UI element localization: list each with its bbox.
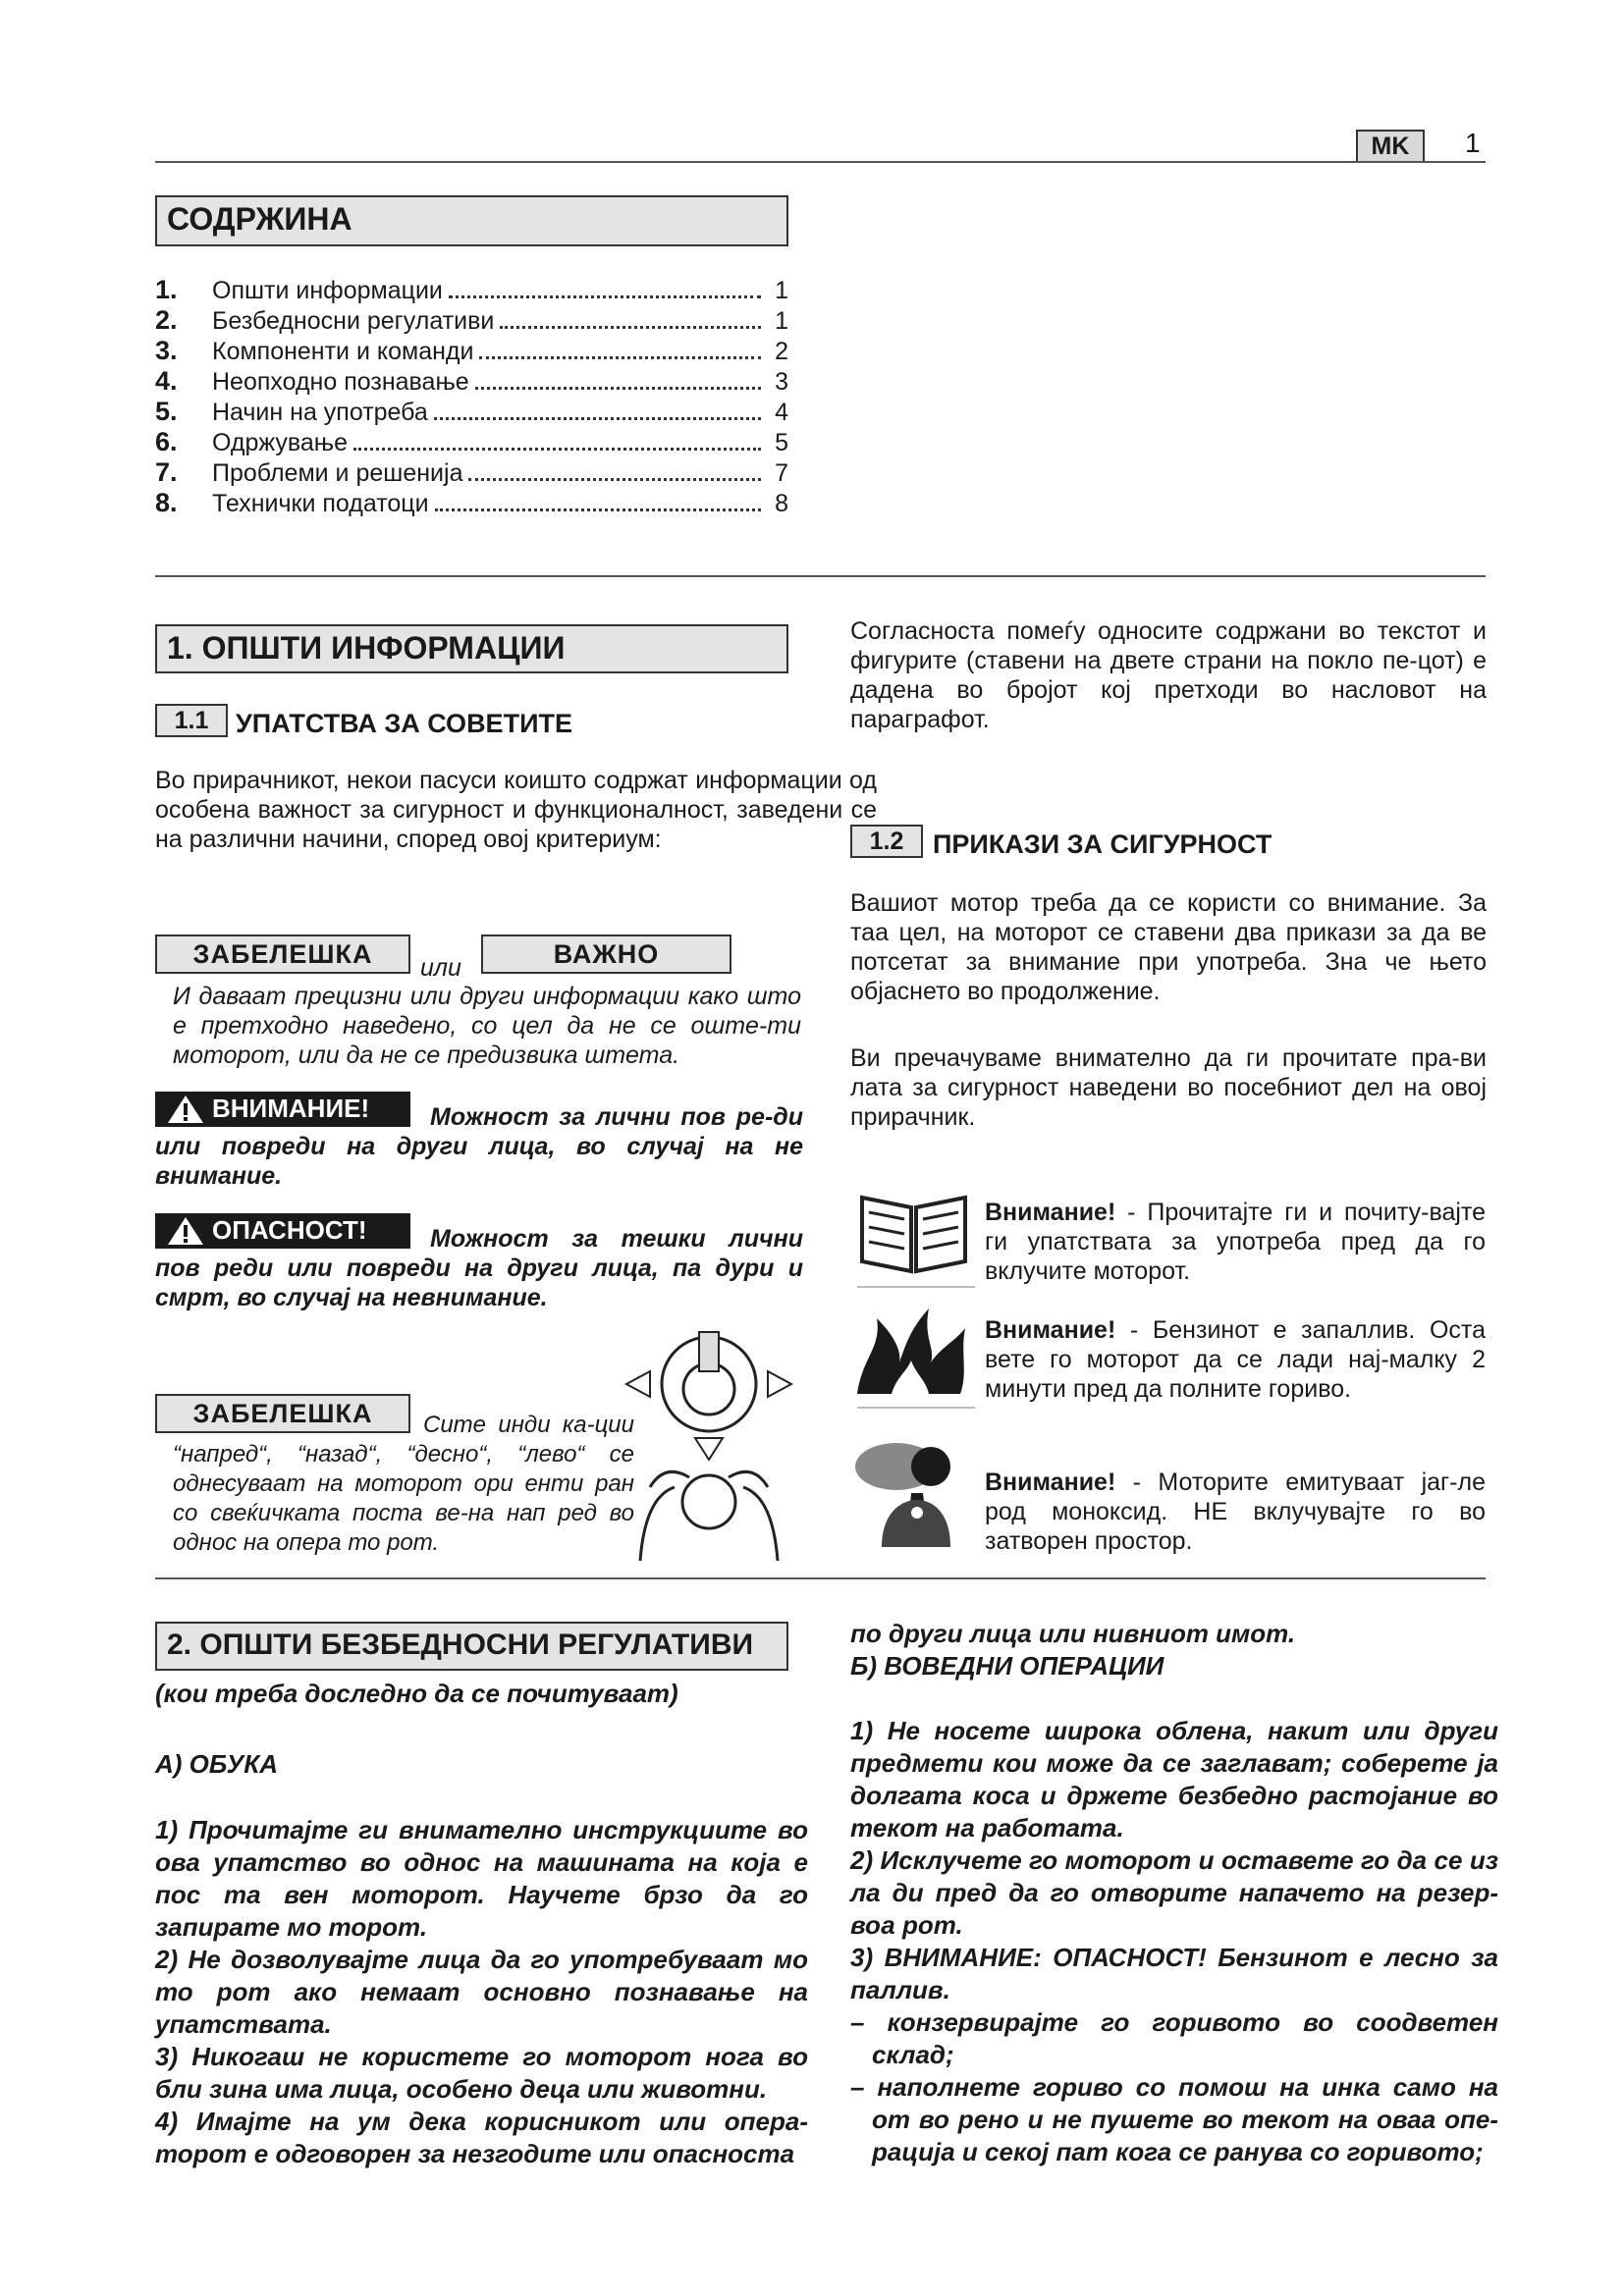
section1-heading: 1. ОПШТИ ИНФОРМАЦИИ xyxy=(155,624,788,673)
attention-label: ВНИМАНИЕ! xyxy=(155,1092,410,1127)
toc-item-number: 6. xyxy=(155,427,178,456)
section-b-item-3: 3) ВНИМАНИЕ: ОПАСНОСТ! Бензинот е лесно за паллив. xyxy=(850,1943,1498,2004)
toc-item-number: 4. xyxy=(155,366,178,396)
toc-item-title: Безбедносни регулативи xyxy=(212,307,495,335)
note2-description: Сите инди ка-ции “напред“, “назад“, “десно“, “лево“ се однесуваат на моторот ори енти ран со свеќичката поста ве-на нап ред во однос на опера то рот. xyxy=(173,1412,634,1556)
toc-item-leader xyxy=(500,326,761,329)
toc-item xyxy=(155,305,788,335)
flame-icon xyxy=(852,1304,970,1397)
s12-paragraph-2: Ви пречачуваме внимателно да ги прочитате пра-ви лата за сигурност наведени во посебниот дел на овој прирачник. xyxy=(850,1044,1487,1131)
toc-item xyxy=(155,457,788,487)
toc-item xyxy=(155,336,788,365)
toc-item-page: 5 xyxy=(775,429,788,456)
danger-label: ОПАСНОСТ! xyxy=(155,1213,410,1249)
section-b-title: Б) ВОВЕДНИ ОПЕРАЦИИ xyxy=(850,1651,1164,1681)
toc-item-number: 2. xyxy=(155,305,178,335)
toc-item-page: 3 xyxy=(775,368,788,396)
toc-item-leader xyxy=(468,478,761,481)
toc-item-leader xyxy=(475,387,761,390)
toc-item-page: 1 xyxy=(775,277,788,304)
toc-heading: СОДРЖИНА xyxy=(155,195,788,246)
right-top-text: Согласноста помеѓу односите содржани во текстот и фигурите (ставени на двете страни на покло пе-цот) е дадена во бројот кој претходи во насловот на параграфот. xyxy=(850,617,1487,733)
subsection-1-2-number: 1.2 xyxy=(850,825,923,858)
toc-item xyxy=(155,397,788,426)
note2-label: ЗАБЕЛЕШКА xyxy=(155,1394,410,1433)
section-b-bullet-2: – наполнете гориво со помош на инка само на от во рено и не пушете во текот на оваа опе-рација и секој пат кога се ранува со горивото; xyxy=(850,2072,1498,2166)
engine-orientation-illustration xyxy=(621,1330,797,1561)
warning-book-text: Внимание! - Прочитајте ги и почиту-вајте ги упатствата за употреба пред да го вклучите моторот. xyxy=(985,1199,1486,1285)
section-divider-bottom xyxy=(155,1577,1486,1579)
toc-item-page: 8 xyxy=(775,490,788,517)
section-a-continuation: по други лица или нивниот имот. xyxy=(850,1619,1296,1648)
header-rule xyxy=(155,161,1486,163)
s11-intro: Во прирачникот, некои пасуси коишто содржат информации од особена важност за сигурност и функционалност, заведени се на различни начини, според овој критериум: xyxy=(155,767,877,853)
section-a-item-2: 2) Не дозволувајте лица да го употребуваат мо то рот ако немаат основно познавање на упатствата. xyxy=(155,1945,808,2039)
important-label: ВАЖНО xyxy=(481,934,731,974)
danger-description: Можност за тешки лични пов реди или повреди на други лица, па дури и смрт, во случај на невнимание. xyxy=(155,1225,803,1311)
toc-item-page: 2 xyxy=(775,338,788,365)
toc-item-leader xyxy=(434,417,761,420)
attention-description: Можност за лични пов ре-ди или повреди на други лица, во случај на не внимание. xyxy=(155,1103,803,1190)
section-b-item-1: 1) Не носете широка облена, накит или други предмети кои може да се заглават; соберете ја долгата коса и држете безбедно растојание во текот на работата. xyxy=(850,1716,1498,1842)
toc-item-page: 1 xyxy=(775,307,788,335)
toc-item xyxy=(155,427,788,456)
section2-subtitle: (кои треба доследно да се почитуваат) xyxy=(155,1679,678,1708)
section-a-item-3: 3) Никогаш не користете го моторот нога во бли зина има лица, особено деца или животни. xyxy=(155,2042,808,2104)
toc-item-number: 5. xyxy=(155,397,178,426)
toc-item-title: Општи информации xyxy=(212,277,443,304)
section-b-item-2: 2) Исклучете го моторот и оставете го да се из ла ди пред да го отворите напачето на резер-воа рот. xyxy=(850,1845,1498,1940)
or-text: или xyxy=(420,954,461,982)
toc-item xyxy=(155,366,788,396)
book-icon xyxy=(857,1188,970,1276)
toc-item-title: Начин на употреба xyxy=(212,399,428,426)
page-number: 1 xyxy=(1465,128,1481,158)
warning-separator xyxy=(857,1407,975,1409)
toc-item-title: Технички податоци xyxy=(212,490,429,517)
language-badge: MK xyxy=(1356,130,1425,163)
subsection-1-2-title: ПРИКАЗИ ЗА СИГУРНОСТ xyxy=(933,829,1272,859)
section-a-title: А) ОБУКА xyxy=(155,1749,279,1779)
toc-item-title: Одржување xyxy=(212,429,349,456)
section-divider-top xyxy=(155,575,1486,577)
warning-separator xyxy=(857,1286,975,1288)
toc-item-number: 1. xyxy=(155,275,178,304)
section-a-list xyxy=(155,1814,808,2170)
s12-paragraph-1: Вашиот мотор треба да се користи со внимание. За таа цел, на моторот се ставени два прикази за да ве потсетат за внимание при употреба. Зна че њето објаснето во продолжение. xyxy=(850,889,1487,1005)
exhaust-fumes-icon xyxy=(852,1439,970,1552)
toc-item-leader xyxy=(435,508,761,511)
toc-item-page: 4 xyxy=(775,399,788,426)
toc-item-leader xyxy=(449,295,761,298)
toc-item-page: 7 xyxy=(775,459,788,487)
section-a-item-1: 1) Прочитајте ги внимателно инструкциите во ова упатство во однос на машината на која е пос та вен моторот. Научете брзо да го запирате мо торот. xyxy=(155,1815,808,1942)
toc-item-title: Неопходно познавање xyxy=(212,368,469,396)
toc-item-leader xyxy=(353,448,761,451)
note-description: И даваат прецизни или други информации како што е претходно наведено, со цел да не се оште-ти моторот, или да не се предизвика штета. xyxy=(173,983,801,1069)
toc-item-number: 8. xyxy=(155,488,178,517)
warning-fumes-text: Внимание! - Моторите емитуваат јаг-ле род моноксид. НЕ вклучувајте го во затворен простор. xyxy=(985,1468,1486,1555)
toc-item-number: 3. xyxy=(155,336,178,365)
section-a-item-4: 4) Имајте на ум дека корисникот или опера-торот е одговорен за незгодите или опасноста xyxy=(155,2107,808,2168)
note-label: ЗАБЕЛЕШКА xyxy=(155,934,410,974)
subsection-1-1-title: УПАТСТВА ЗА СОВЕТИТЕ xyxy=(236,709,572,738)
subsection-1-1-number: 1.1 xyxy=(155,704,228,737)
section-b-column xyxy=(850,1618,1498,2168)
toc-item-title: Компоненти и команди xyxy=(212,338,474,365)
section-b-bullet-1: – конзервирајте го горивото во соодветен склад; xyxy=(850,2007,1498,2069)
toc-item-leader xyxy=(479,356,761,359)
section2-heading: 2. ОПШТИ БЕЗБЕДНОСНИ РЕГУЛАТИВИ xyxy=(155,1622,788,1671)
toc-item xyxy=(155,275,788,304)
toc-item-number: 7. xyxy=(155,457,178,487)
warning-flame-text: Внимание! - Бензинот е запаллив. Оста вете го моторот да се лади нај-малку 2 минути пред да полните гориво. xyxy=(985,1316,1486,1403)
toc-item xyxy=(155,488,788,517)
toc-item-title: Проблеми и решенија xyxy=(212,459,463,487)
